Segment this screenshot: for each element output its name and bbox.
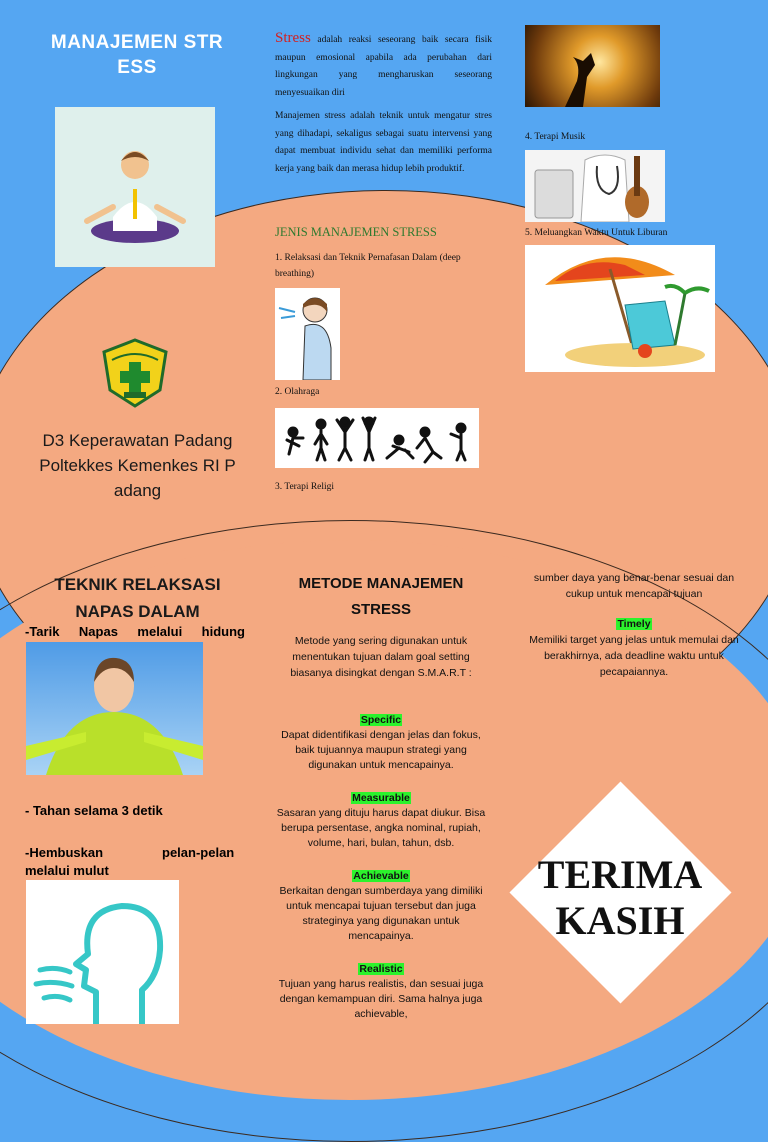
page-title: MANAJEMEN STR ESS [50,32,224,78]
jenis-item-4: 4. Terapi Musik [525,132,586,142]
realistic-section [276,962,486,1022]
measurable-label: Measurable [352,792,410,804]
metode-title: METODE MANAJEMEN STRESS [298,575,464,618]
stress-definition-text: adalah reaksi seseorang baik secara fisik maupun emosional apabila ada perubahan dari lingkungan yang mengharuskan seseorang menyesuaikan diri [275,35,493,98]
poltekkes-logo [102,338,168,408]
music-therapy-image [525,150,665,222]
exercise-image [275,408,479,468]
timely-section [522,616,746,680]
realistic-label: Realistic [359,963,403,975]
teknik-title: TEKNIK RELAKSASI NAPAS DALAM [54,575,221,621]
deep-breathing-image [275,288,340,380]
realistic-text: Tujuan yang harus realistis, dan sesuai juga dengan kemampuan diri. Sama halnya juga achievable, [278,978,484,1020]
teknik-step-2: - Tahan selama 3 detik [25,803,163,818]
timely-text: Memiliki target yang jelas untuk memulai dan berakhirnya, ada deadline waktu untuk pecapaiannya. [529,634,739,678]
specific-section [276,713,486,773]
vacation-image [525,245,715,372]
meditation-image [55,107,215,267]
jenis-item-2: 2. Olahraga [275,387,320,397]
teknik-step-1: -Tarik Napas melalui hidung [25,624,245,639]
jenis-item-3: 3. Terapi Religi [275,482,335,492]
sunset-hand-image [525,25,660,107]
measurable-text: Sasaran yang dituju harus dapat diukur. Bisa berupa persentase, angka nominal, rupiah, volume, hari, bulan, tahun, dsb. [276,807,486,849]
jenis-item-1: 1. Relaksasi dan Teknik Pernafasan Dalam (deep breathing) [275,253,461,279]
thank-you-text: TERIMA KASIH [537,852,703,943]
measurable-section [276,791,486,851]
institution-name: D3 Keperawatan Padang Poltekkes Kemenkes RI P adang [39,431,236,500]
specific-text: Dapat didentifikasi dengan jelas dan fokus, baik tujuannya maupun strategi yang digunakan untuk mencapainya. [281,729,481,771]
teknik-step-3a: -Hembuskan [25,845,104,860]
teknik-step-3c: melalui mulut [25,863,109,878]
jenis-item-5: 5. Meluangkan Waktu Untuk Liburan [525,228,668,238]
stress-word: Stress [275,30,311,46]
smart-continuation-text: sumber daya yang benar-benar sesuai dan cukup untuk mencapai tujuan [533,572,735,600]
breathing-woman-image [26,642,203,775]
achievable-label: Achievable [353,870,409,882]
teknik-step-3b: pelan-pelan [162,845,235,860]
jenis-title: JENIS MANAJEMEN STRESS [275,225,437,239]
exhale-head-image [26,880,179,1024]
specific-label: Specific [360,714,402,726]
timely-label: Timely [617,618,651,630]
stress-definition [275,30,492,102]
manajemen-definition: Manajemen stress adalah teknik untuk mengatur stres yang dihadapi, sekaligus sebagai suatu intervensi yang dapat membuat individu sehat dan memiliki performa kerja yang baik dan merasa hidup lebih produktif. [275,111,492,174]
achievable-section [276,869,486,944]
metode-intro: Metode yang sering digunakan untuk menentukan tujuan dalam goal setting biasanya disingkat dengan S.M.A.R.T : [290,635,472,679]
achievable-text: Berkaitan dengan sumberdaya yang dimiliki untuk mencapai tujuan tersebut dan juga strateginya yang digunakan untuk mencapainya. [279,885,483,942]
